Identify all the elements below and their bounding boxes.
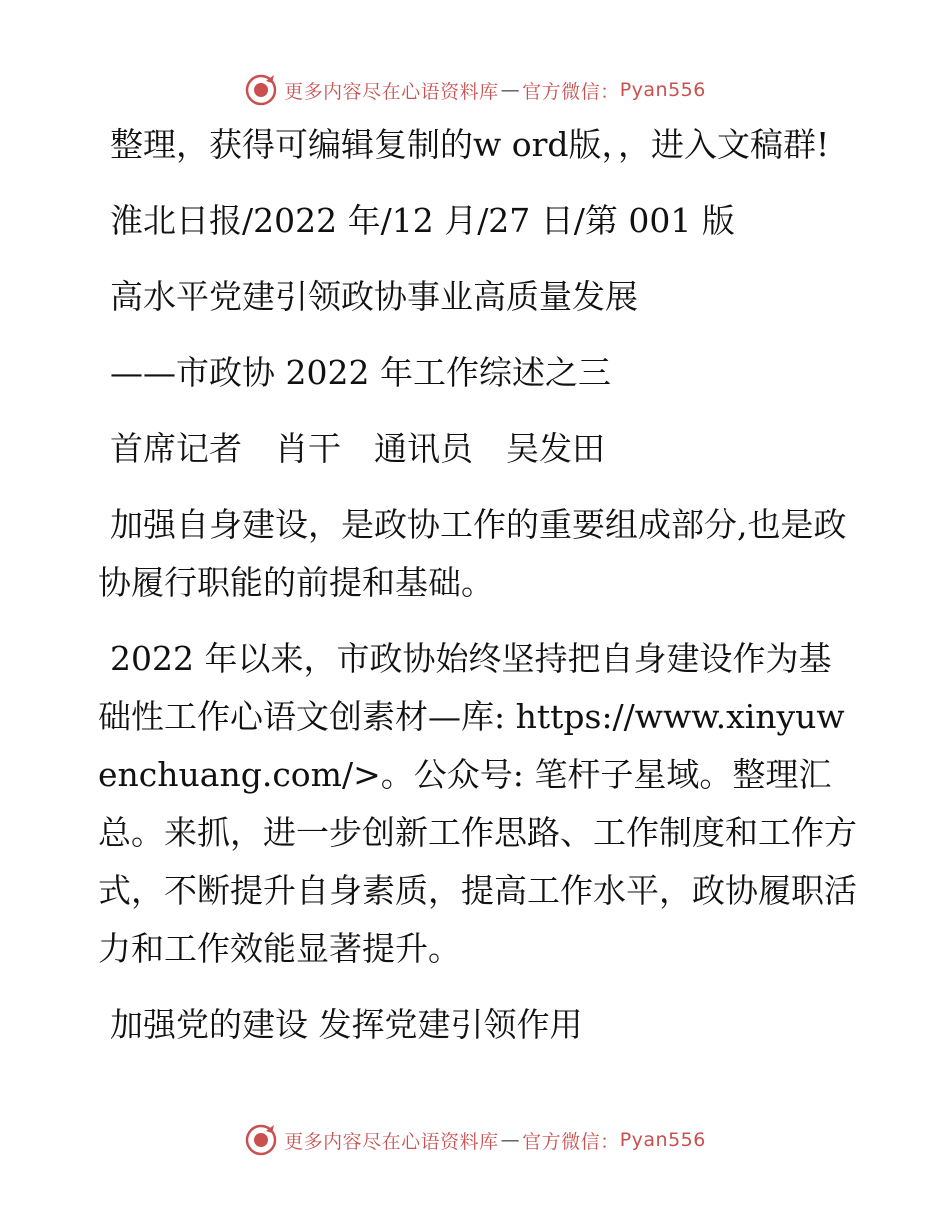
body-paragraph: 2022 年以来，市政协始终坚持把自身建设作为基础性工作心语文创素材—库: https://www.xinyuwenchuang.com/>。公众号: 笔杆子星域。整理汇总。来抓，进一步创新工作思路、工作制度和工作方式，不断提升自身素质，提高工作水平，政协履职活力和工作效能显著提升。 (98, 639, 857, 968)
intro-paragraph: 整理，获得可编辑复制的w ord版，，进入文稿群! (110, 125, 830, 164)
watermark-wechat-id: Pyan556 (619, 1129, 706, 1151)
article-subheadline: ——市政协 2022 年工作综述之三 (110, 353, 611, 392)
watermark-dash: — (500, 79, 521, 101)
pen-logo-icon (244, 1123, 278, 1157)
body-paragraph: 加强自身建设，是政协工作的重要组成部分,也是政协履行职能的前提和基础。 (98, 505, 847, 602)
watermark-dash: — (500, 1129, 521, 1151)
article-byline: 首席记者 肖干 通讯员 吴发田 (110, 429, 605, 468)
watermark-text: 更多内容尽在心语资料库 (284, 80, 499, 103)
pen-logo-icon (244, 73, 278, 107)
section-heading: 加强党的建设 发挥党建引领作用 (110, 1005, 583, 1044)
source-line: 淮北日报/2022 年/12 月/27 日/第 001 版 (110, 201, 735, 240)
footer-watermark (0, 1120, 950, 1160)
watermark-text: 更多内容尽在心语资料库 (284, 1130, 499, 1153)
article-headline: 高水平党建引领政协事业高质量发展 (110, 277, 638, 316)
document-body (98, 112, 858, 1054)
watermark-wechat-id: Pyan556 (619, 79, 706, 101)
header-watermark (0, 70, 950, 110)
watermark-wechat-label: 官方微信： (522, 80, 620, 103)
watermark-wechat-label: 官方微信： (522, 1130, 620, 1153)
